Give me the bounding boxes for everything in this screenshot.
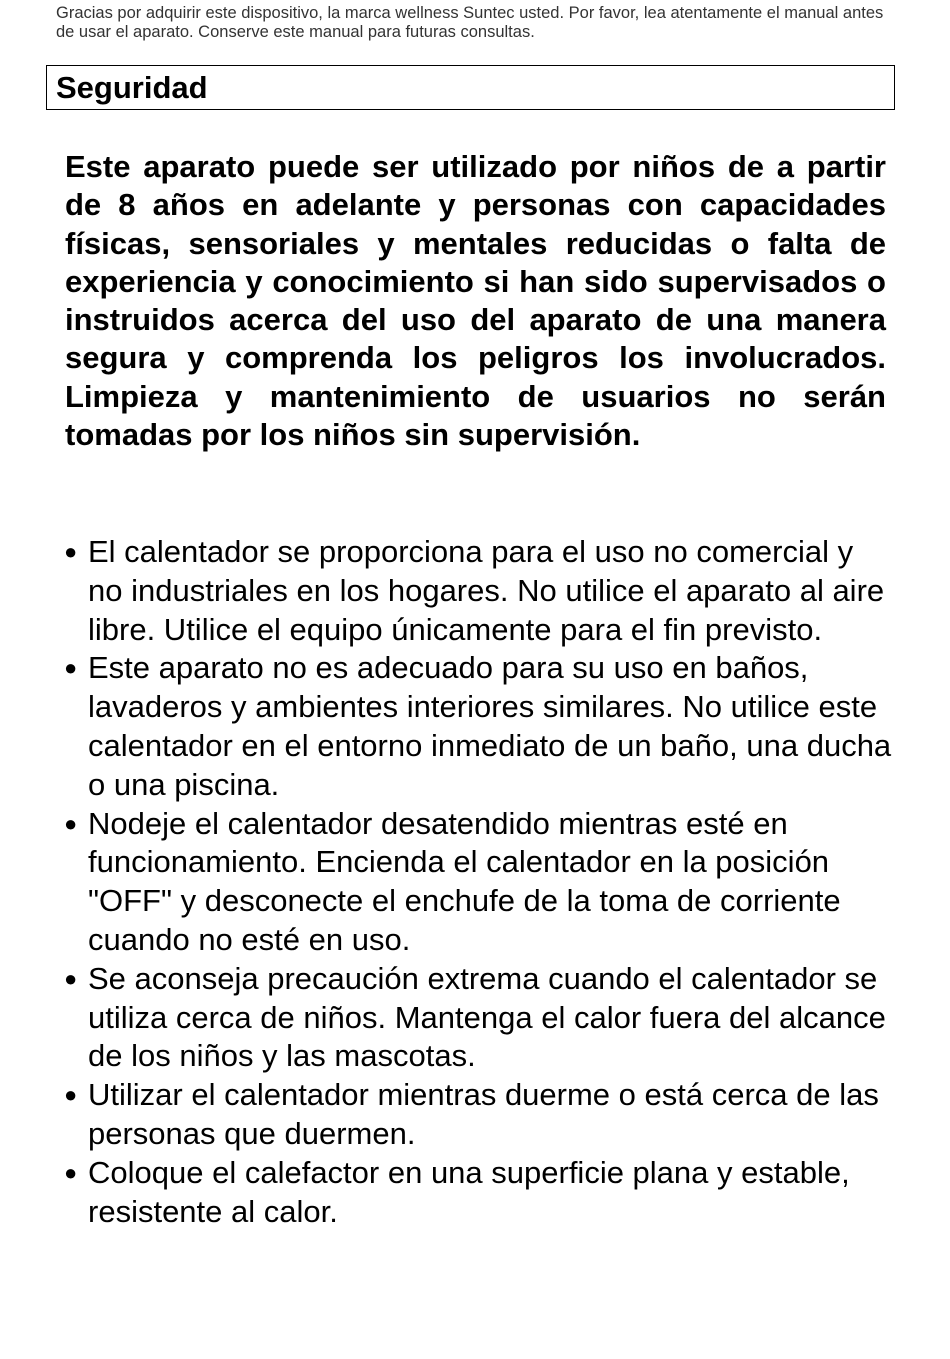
- bullet-icon: ●: [64, 810, 78, 836]
- bullet-icon: ●: [64, 965, 78, 991]
- list-item-text: Coloque el calefactor en una superficie plana y estable, resistente al calor.: [88, 1154, 850, 1229]
- bullet-icon: ●: [64, 539, 78, 564]
- safety-bullet-list: [64, 533, 894, 1231]
- list-item-text: Utilizar el calentador mientras duerme o está cerca de las personas que duermen.: [88, 1077, 879, 1151]
- list-item-text: El calentador se proporciona para el uso no comercial y no industriales en los hogares. No utilice el aparato al aire libre. Utilice el equipo únicamente para el fin previsto.: [88, 534, 885, 647]
- list-item-text: Este aparato no es adecuado para su uso en baños, lavaderos y ambientes interiores similares. No utilice este calentador en el entorno inmediato de un baño, una ducha o una piscina.: [88, 650, 892, 802]
- bullet-icon: ●: [64, 1159, 78, 1185]
- bullet-icon: ●: [64, 1082, 78, 1108]
- list-item-text: Nodeje el calentador desatendido mientras esté en funcionamiento. Encienda el calentador en la posición "OFF" y desconecte el enchufe de la toma de corriente cuando no esté en uso.: [88, 805, 841, 957]
- list-item: [64, 1076, 894, 1154]
- intro-paragraph: Gracias por adquirir este dispositivo, la marca wellness Suntec usted. Por favor, lea atentamente el manual antes de usar el aparato. Conserve este manual para futuras consultas.: [56, 4, 884, 41]
- section-title: Seguridad: [56, 70, 208, 105]
- list-item: [64, 649, 894, 804]
- safety-warning-paragraph: Este aparato puede ser utilizado por niños de a partir de 8 años en adelante y personas con capacidades físicas, sensoriales y mentales reducidas o falta de experiencia y conocimiento si han sido supervisados o instruidos acerca del uso del aparato de una manera segura y comprenda los peligros los involucrados. Limpieza y mantenimiento de usuarios no serán tomadas por los niños sin supervisión.: [65, 149, 886, 453]
- list-item: [64, 960, 894, 1076]
- list-item: [64, 1154, 894, 1232]
- section-header-box: [46, 65, 895, 110]
- list-item-text: Se aconseja precaución extrema cuando el calentador se utiliza cerca de niños. Mantenga el calor fuera del alcance de los niños y las mascotas.: [88, 960, 886, 1074]
- list-item: [64, 805, 894, 960]
- list-item: [64, 533, 894, 649]
- bullet-icon: ●: [64, 655, 78, 681]
